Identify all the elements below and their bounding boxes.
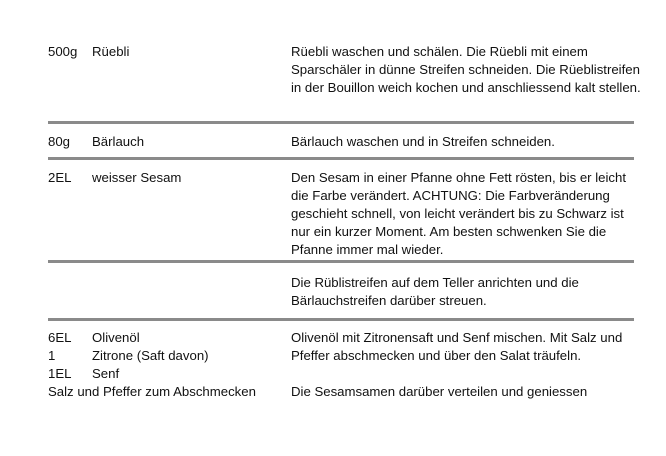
ingredient-extra: Salz und Pfeffer zum Abschmecken: [48, 384, 256, 399]
ingredient-qty: 1: [48, 348, 56, 363]
row-divider: [48, 260, 634, 263]
instruction-text-2: Die Sesamsamen darüber verteilen und geniessen: [291, 384, 588, 399]
ingredient-name: Rüebli: [92, 44, 130, 59]
ingredient-qty: 1EL: [48, 366, 72, 381]
ingredient-qty: 6EL: [48, 330, 72, 345]
row-divider: [48, 157, 634, 160]
instruction-text: Olivenöl mit Zitronensaft und Senf mischen. Mit Salz und Pfeffer abschmecken und über den Salat träufeln.: [291, 330, 623, 363]
instruction-text: Den Sesam in einer Pfanne ohne Fett rösten, bis er leicht die Farbe verändert. ACHTUNG: Die Farbveränderung geschieht schnell, von leicht verändert bis zu Schwarz ist nur ein kurzer Moment. Am besten schwenken Sie die Pfanne immer mal wieder.: [291, 170, 626, 257]
row-divider: [48, 318, 634, 321]
ingredient-qty: 80g: [48, 134, 71, 149]
ingredient-qty: 500g: [48, 44, 78, 59]
ingredient-name: weisser Sesam: [92, 170, 182, 185]
ingredient-name: Bärlauch: [92, 134, 145, 149]
step-instruction: [291, 133, 641, 151]
step-instruction: [291, 329, 641, 401]
instruction-text: Bärlauch waschen und in Streifen schneiden.: [291, 134, 555, 149]
step-instruction: [291, 169, 641, 259]
step-instruction: [291, 274, 641, 310]
step-instruction: [291, 43, 641, 97]
ingredient-name: Olivenöl: [92, 330, 140, 345]
row-divider: [48, 121, 634, 124]
ingredient-name: Senf: [92, 366, 120, 381]
instruction-text: Die Rüblistreifen auf dem Teller anrichten und die Bärlauchstreifen darüber streuen.: [291, 275, 579, 308]
ingredient-qty: 2EL: [48, 170, 72, 185]
ingredient-name: Zitrone (Saft davon): [92, 348, 209, 363]
instruction-text: Rüebli waschen und schälen. Die Rüebli mit einem Sparschäler in dünne Streifen schneiden. Die Rüeblistreifen in der Bouillon weich kochen und anschliessend kalt stellen.: [291, 44, 641, 95]
